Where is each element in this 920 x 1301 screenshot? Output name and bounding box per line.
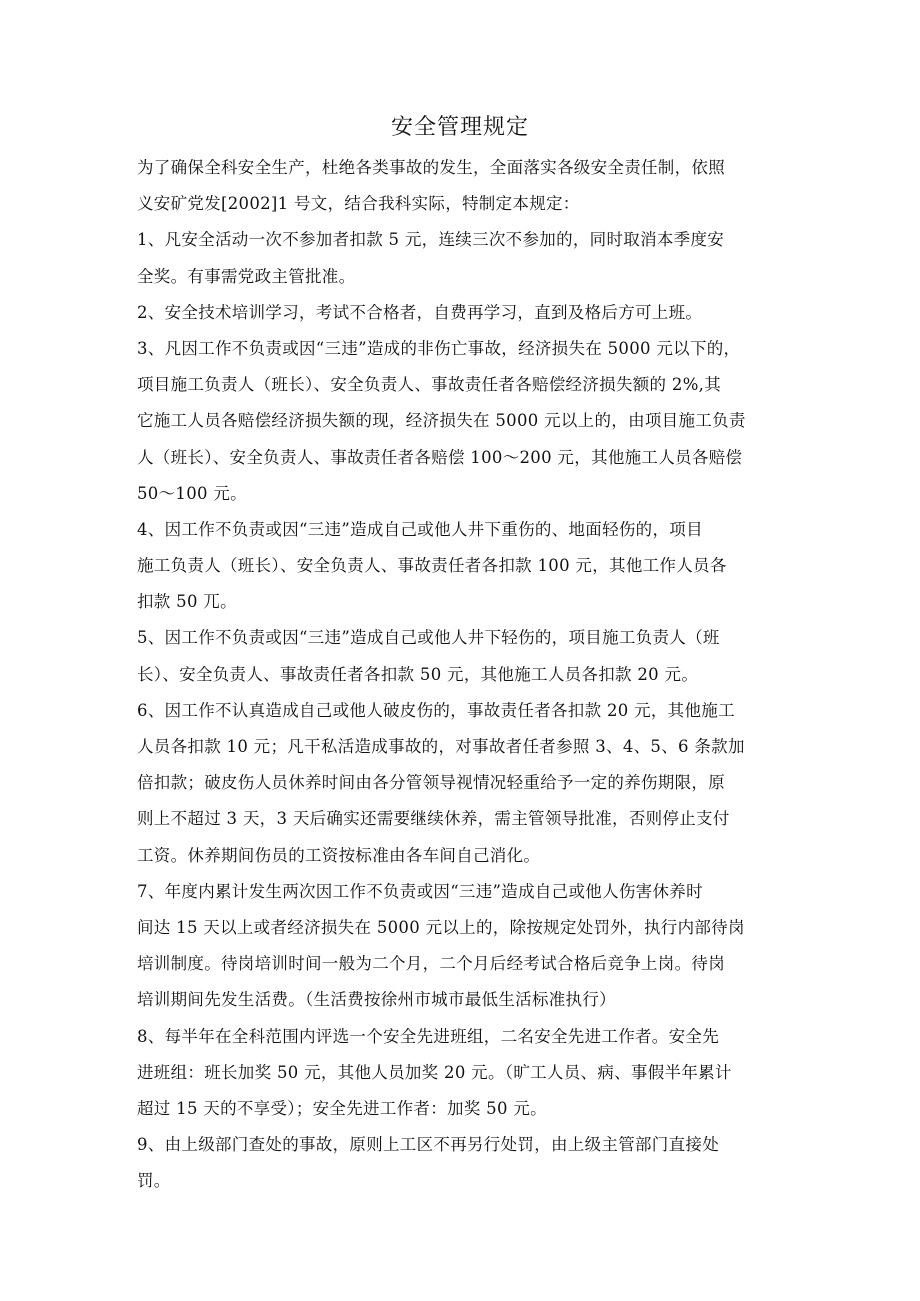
text-line: 培训制度。待岗培训时间一般为二个月，二个月后经考试合格后竞争上岗。待岗 [137, 954, 725, 974]
text-line: 工资。休养期间伤员的工资按标准由各车间自己消化。 [137, 845, 541, 865]
clause-9 [137, 1127, 797, 1199]
text-line: 长）、安全负责人、事故责任者各扣款 50 元，其他施工人员各扣款 20 元。 [137, 664, 699, 684]
document-body [137, 150, 797, 1199]
clause-8 [137, 1019, 797, 1128]
text-line: 8、每半年在全科范围内评选一个安全先进班组，二名安全先进工作者。安全先 [137, 1026, 719, 1046]
clause-4 [137, 512, 797, 621]
text-line: 50～100 元。 [137, 483, 247, 503]
text-line: 培训期间先发生活费。（生活费按徐州市城市最低生活标准执行） [137, 990, 616, 1010]
text-line: 9、由上级部门查处的事故，原则上工区不再另行处罚，由上级主管部门直接处 [137, 1135, 719, 1155]
text-line: 人员各扣款 10 元；凡干私活造成事故的，对事故者任者参照 3、4、5、6 条款加 [137, 737, 745, 756]
text-line: 5、因工作不负责或因“三违”造成自己或他人井下轻伤的，项目施工负责人（班 [137, 628, 720, 648]
text-line: 施工负责人（班长）、安全负责人、事故责任者各扣款 100 元，其他工作人员各 [137, 556, 727, 576]
text-line: 超过 15 天的不享受）；安全先进工作者：加奖 50 元。 [137, 1098, 547, 1118]
clause-1 [137, 222, 797, 294]
clause-6 [137, 693, 797, 874]
text-line: 4、因工作不负责或因“三违”造成自己或他人井下重伤的、地面轻伤的，项目 [137, 519, 703, 539]
text-line: 7、年度内累计发生两次因工作不负责或因“三违”造成自己或他人伤害休养时 [137, 881, 703, 901]
text-line: 全奖。有事需党政主管批准。 [137, 266, 356, 286]
text-line: 义安矿党发[2002]1 号文，结合我科实际，特制定本规定： [137, 194, 580, 214]
text-line: 人（班长）、安全负责人、事故责任者各赔偿 100～200 元，其他施工人员各赔偿 [137, 447, 743, 467]
document-title: 安全管理规定 [390, 115, 529, 140]
clause-2 [137, 295, 797, 331]
text-line: 扣款 50 兀。 [137, 592, 237, 612]
text-line: 6、因工作不认真造成自己或他人破皮伤的，事故责任者各扣款 20 元，其他施工 [137, 700, 735, 720]
text-line: 3、凡因工作不负责或因“三违”造成的非伤亡事故，经济损失在 5000 元以下的， [137, 338, 741, 358]
text-line: 它施工人员各赔偿经济损失额的现，经济损失在 5000 元以上的，由项目施工负责 [137, 411, 746, 431]
text-line: 罚。 [137, 1171, 171, 1191]
intro-paragraph [137, 150, 797, 222]
text-line: 间达 15 天以上或者经济损失在 5000 元以上的，除按规定处罚外，执行内部待岗 [137, 917, 745, 937]
text-line: 为了确保全科安全生产，杜绝各类事故的发生，全面落实各级安全责任制，依照 [137, 158, 725, 177]
text-line: 1、凡安全活动一次不参加者扣款 5 元，连续三次不参加的，同时取消本季度安 [137, 230, 725, 250]
text-line: 倍扣款；破皮伤人员休养时间由各分管领导视情况轻重给予一定的养伤期限，原 [137, 773, 725, 793]
clause-7 [137, 874, 797, 1019]
text-line: 则上不超过 3 天，3 天后确实还需要继续休养，需主管领导批准，否则停止支付 [137, 809, 730, 829]
text-line: 项目施工负责人（班长）、安全负责人、事故责任者各赔偿经济损失额的 2%,其 [137, 375, 722, 395]
clause-5 [137, 620, 797, 692]
clause-3 [137, 331, 797, 512]
text-line: 进班组：班长加奖 50 元，其他人员加奖 20 元。（旷工人员、病、事假半年累计 [137, 1062, 732, 1082]
text-line: 2、安全技术培训学习，考试不合格者，自费再学习，直到及格后方可上班。 [137, 302, 703, 322]
